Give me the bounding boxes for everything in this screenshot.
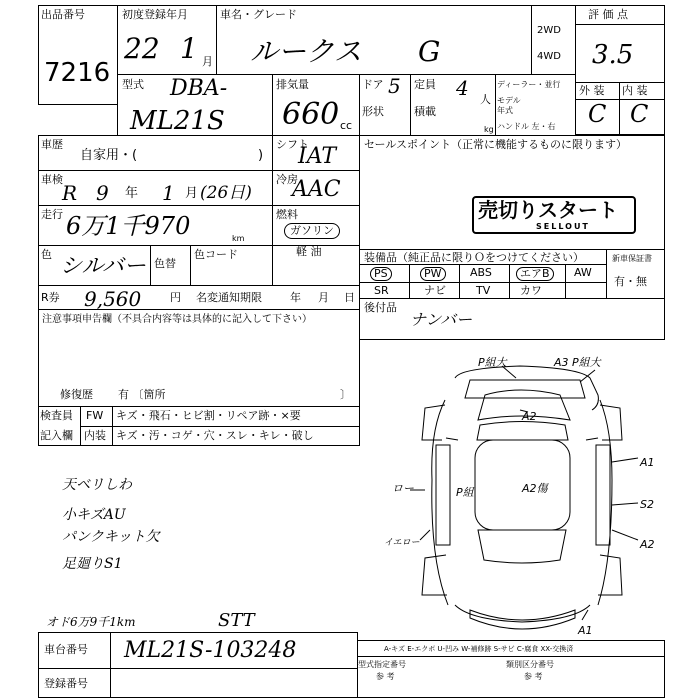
- equip-leather: カワ: [520, 284, 542, 297]
- car-right-door: [596, 445, 610, 545]
- car-mirror-left: [446, 438, 458, 440]
- inspection-month: 1: [162, 181, 175, 205]
- equipment-label: 装備品（純正品に限りＯをつけてください）: [364, 251, 584, 264]
- dealer-label4: ハンドル 左・右: [497, 122, 556, 131]
- fuel-light-oil: 軽 油: [296, 245, 322, 258]
- history-label: 車歴: [41, 138, 63, 151]
- load-label: 積載: [414, 105, 436, 118]
- mark-7: A2傷: [522, 482, 548, 495]
- sellout-stamp-sub: SELLOUT: [536, 222, 590, 231]
- color-label: 色: [41, 248, 52, 261]
- ac-value: AAC: [292, 177, 341, 202]
- mark-5: S2: [640, 498, 654, 511]
- model-type-code: ML21S: [130, 106, 225, 136]
- warranty-value: 有・無: [614, 275, 647, 288]
- car-rear-window: [478, 530, 566, 563]
- chassis-value: ML21S-103248: [124, 638, 297, 663]
- car-front-left-wheel: [422, 405, 445, 440]
- dealer-label3: 年式: [497, 106, 513, 115]
- first-reg-year: 22: [124, 32, 160, 65]
- equip-pw: PW: [420, 267, 446, 281]
- inspector-interior: 内装: [84, 429, 106, 442]
- name-change-year: 年: [290, 291, 301, 304]
- doors-value: 5: [388, 74, 401, 98]
- dealer-label2: モデル: [497, 96, 521, 105]
- car-rear-left-wheel: [422, 555, 447, 595]
- interior-label: 内 装: [622, 84, 648, 97]
- color-code-label: 色コード: [194, 248, 238, 261]
- lot-label: 出品番号: [41, 8, 85, 21]
- equip-airbag: エアB: [516, 267, 554, 281]
- car-rear: [455, 605, 590, 622]
- shift-value: IAT: [298, 144, 337, 169]
- bottom-right-d: 参 考: [524, 672, 543, 681]
- inspection-year: 9: [96, 181, 109, 205]
- capacity-value: 4: [456, 76, 469, 100]
- equip-aw: AW: [574, 266, 592, 279]
- mark-3: A2: [522, 410, 537, 423]
- legend-text: A-キズ E-エクボ U-凹み W-補修跡 S-サビ C-腐食 XX-交換済: [384, 645, 574, 653]
- note-1: 天ベリしわ: [62, 477, 132, 493]
- displacement-unit: cc: [340, 119, 353, 132]
- doors-label: ドア: [362, 78, 384, 91]
- capacity-label: 定員: [414, 78, 436, 91]
- car-left-side: [432, 400, 448, 605]
- chassis-label: 車台番号: [44, 643, 88, 656]
- equip-ps: PS: [370, 267, 392, 281]
- recycle-unit: 円: [170, 291, 181, 304]
- exterior-score: C: [588, 100, 607, 128]
- sales-point-label: セールスポイント（正常に機能するものに限ります）: [364, 138, 628, 151]
- sellout-stamp-main: 売切りスタート: [478, 198, 618, 222]
- mark-4: A1: [640, 456, 655, 469]
- shift-label: シフト: [276, 138, 309, 151]
- inspector-row2: キズ・汚・コゲ・穴・スレ・キレ・破し: [116, 429, 314, 442]
- bottom-right-b: 参 考: [376, 672, 395, 681]
- bottom-right-a: 型式指定番号: [358, 660, 406, 669]
- load-unit: kg: [484, 125, 494, 134]
- drive-2wd: 2WD: [537, 25, 561, 36]
- mark-6: A2: [640, 538, 655, 551]
- inspector-label2: 記入欄: [40, 429, 73, 442]
- inspection-year-unit: 年: [125, 186, 139, 201]
- displacement-label: 排気量: [276, 78, 309, 91]
- note-2: 小キズAU: [62, 507, 126, 523]
- mark-2: A3 P組大: [554, 356, 601, 369]
- equip-navi: ナビ: [424, 284, 446, 297]
- reg-number-label: 登録番号: [44, 677, 88, 690]
- first-reg-month: 1: [180, 32, 198, 65]
- repair-value: 有 〔箇所: [118, 388, 166, 401]
- bottom-note: オド6万9千1km: [46, 615, 136, 629]
- car-mirror-right: [586, 438, 598, 440]
- first-reg-month-unit: 月: [202, 55, 213, 68]
- name-change-label: 名変通知期限: [196, 291, 262, 304]
- car-hood: [465, 380, 585, 398]
- model-grade: G: [418, 35, 441, 68]
- mileage-unit: km: [232, 234, 245, 243]
- bottom-note-2: STT: [218, 610, 255, 631]
- score-value: 3.5: [592, 40, 634, 70]
- mark-1: P組大: [478, 356, 507, 369]
- warranty-label: 新車保証書: [612, 254, 652, 263]
- interior-score: C: [630, 100, 649, 128]
- inspection-label: 車検: [41, 173, 63, 186]
- recycle-label: R券: [41, 291, 60, 304]
- capacity-unit: 人: [480, 93, 491, 106]
- fuel-label: 燃料: [276, 208, 298, 221]
- repaint-label: 色替: [154, 257, 176, 270]
- shape-label: 形状: [362, 105, 384, 118]
- car-bumper-rear: [470, 610, 575, 629]
- car-windshield: [477, 422, 568, 441]
- mark-11: イエロー: [384, 538, 420, 548]
- car-left-door: [436, 445, 450, 545]
- bottom-right-c: 類別区分番号: [506, 660, 554, 669]
- history-close: ): [258, 148, 264, 163]
- first-reg-label: 初度登録年月: [122, 8, 188, 21]
- ac-label: 冷房: [276, 173, 298, 186]
- exterior-label: 外 装: [579, 84, 605, 97]
- repair-close: 〕: [340, 388, 351, 401]
- lot-number: 7216: [44, 58, 111, 88]
- mark-8: P組: [456, 486, 474, 499]
- car-outline-top: [455, 366, 598, 410]
- note-3: パンクキット欠: [62, 529, 160, 545]
- recycle-value: 9,560: [84, 287, 142, 311]
- car-rear-right-wheel: [598, 555, 622, 595]
- history-value: 自家用・(: [80, 148, 138, 163]
- dealer-label1: ディーラー・並行: [497, 80, 561, 89]
- name-change-month: 月: [318, 291, 329, 304]
- model-type-label: 型式: [122, 78, 144, 91]
- notes-label: 注意事項申告欄（不具合内容等は具体的に記入して下さい）: [42, 314, 312, 325]
- mileage-label: 走行: [41, 208, 63, 221]
- model-grade-label: 車名・グレード: [220, 8, 297, 21]
- score-label: 評 価 点: [588, 8, 628, 21]
- inspection-month-unit: 月: [185, 186, 199, 201]
- equip-tv: TV: [476, 284, 491, 297]
- color-value: シルバー: [60, 254, 146, 279]
- aftermarket-value: ナンバー: [410, 310, 473, 329]
- note-4: 足廻りS1: [62, 556, 123, 572]
- model-name: ルークス: [250, 35, 362, 68]
- repair-label: 修復歴: [60, 388, 93, 401]
- aftermarket-label: 後付品: [364, 301, 397, 314]
- mark-10: ロー: [392, 482, 414, 495]
- inspector-label1: 検査員: [40, 409, 73, 422]
- displacement-value: 660: [282, 97, 340, 132]
- equip-abs: ABS: [470, 266, 492, 279]
- name-change-day: 日: [344, 291, 355, 304]
- inspector-row1: キズ・飛石・ヒビ割・リペア跡・×要: [116, 409, 301, 422]
- inspection-day: (26日): [200, 183, 252, 203]
- equip-sr: SR: [374, 284, 389, 297]
- drive-4wd: 4WD: [537, 51, 561, 62]
- mileage-value: 6万1千970: [66, 212, 191, 240]
- fuel-gasoline: ガソリン: [284, 223, 340, 239]
- inspector-fw: FW: [86, 409, 104, 422]
- mark-9: A1: [578, 624, 593, 637]
- model-type-prefix: DBA-: [170, 76, 228, 101]
- inspection-era: R: [62, 181, 78, 205]
